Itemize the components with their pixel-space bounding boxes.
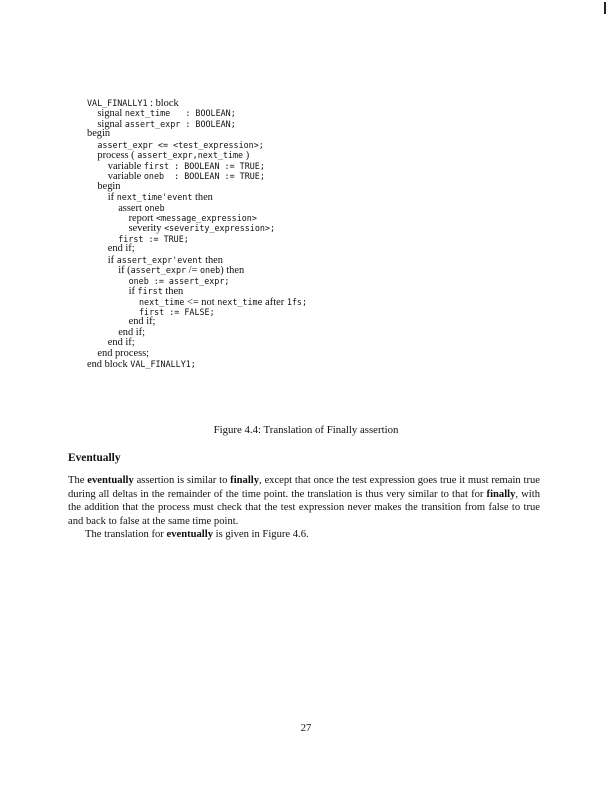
code-line xyxy=(97,119,235,130)
code-token-keyword: end if; xyxy=(128,316,156,328)
code-token-identifier: first : BOOLEAN := TRUE; xyxy=(143,160,265,171)
code-token-keyword: report xyxy=(128,212,157,224)
code-token-keyword: ) then xyxy=(220,265,245,277)
code-token-identifier: next_time'event xyxy=(116,192,193,203)
paragraph-eventually-description: The eventually assertion is similar to finally, except that once the test expression goes true it must remain true during all deltas in the remainder of the time point. the translation is thus very similar to that for finally, with the addition that the process must check that the test expression never makes the transition from false to true and back to false at the same time point. xyxy=(68,475,540,527)
code-token-keyword: begin xyxy=(87,128,111,140)
code-token-identifier: next_time xyxy=(139,296,185,307)
code-token-keyword: if xyxy=(107,192,117,204)
code-token-keyword: variable xyxy=(107,160,144,172)
code-token-identifier: first xyxy=(137,286,163,297)
code-token-identifier: assert_expr'event xyxy=(116,254,203,265)
code-token-keyword: then xyxy=(192,192,213,204)
code-token-keyword: if xyxy=(107,254,117,266)
code-token-keyword: variable xyxy=(107,171,144,183)
code-token-identifier: oneb xyxy=(200,265,221,276)
code-token-identifier: assert_expr,next_time xyxy=(137,150,244,161)
code-token-keyword: assert xyxy=(118,202,145,214)
code-token-identifier: oneb : BOOLEAN := TRUE; xyxy=(143,171,265,182)
code-token-keyword: ) xyxy=(243,150,250,162)
code-line xyxy=(97,182,120,192)
code-token-identifier: VAL_FINALLY1 xyxy=(87,98,148,108)
code-line xyxy=(108,244,135,254)
code-line xyxy=(97,349,149,359)
code-token-identifier: next_time xyxy=(217,296,263,307)
code-token-identifier: assert_expr : BOOLEAN; xyxy=(124,118,236,129)
code-token-keyword: begin xyxy=(97,180,121,192)
code-token-keyword: <= not xyxy=(184,296,218,308)
code-token-keyword: if xyxy=(128,286,138,298)
code-token-keyword: process ( xyxy=(97,150,138,162)
code-token-identifier: <severity_expression>; xyxy=(164,223,276,234)
code-token-keyword: end block xyxy=(87,359,131,371)
code-token-identifier: <message_expression> xyxy=(156,212,257,223)
paragraph-translation-reference: The translation for eventually is given in Figure 4.6. xyxy=(85,529,309,540)
code-token-keyword: after xyxy=(262,296,287,308)
code-token-keyword: then xyxy=(202,254,223,266)
figure-caption: Figure 4.4: Translation of Finally assertion xyxy=(213,424,399,436)
code-token-identifier: VAL_FINALLY1; xyxy=(130,359,196,370)
code-token-identifier: 1fs; xyxy=(286,296,307,307)
code-token-keyword: signal xyxy=(97,108,125,120)
code-token-keyword: end process; xyxy=(97,347,150,359)
code-token-identifier: first := TRUE; xyxy=(118,233,189,244)
code-line xyxy=(87,359,196,370)
code-token-keyword: severity xyxy=(128,223,165,235)
code-token-identifier: assert_expr xyxy=(130,265,187,276)
code-token-keyword: /= xyxy=(186,265,201,277)
code-token-identifier: first := FALSE; xyxy=(139,307,215,317)
code-token-keyword: then xyxy=(162,286,184,298)
page-number: 27 xyxy=(300,722,312,734)
section-heading: Eventually xyxy=(68,452,121,464)
code-token-keyword: : block xyxy=(147,98,179,109)
code-token-identifier: oneb xyxy=(144,202,165,213)
page-edge-mark xyxy=(604,2,606,14)
code-line xyxy=(108,171,265,182)
code-token-keyword: end if; xyxy=(118,326,146,338)
code-token-identifier: assert_expr <= <test_expression>; xyxy=(97,139,264,150)
code-token-identifier: next_time : BOOLEAN; xyxy=(124,108,236,119)
code-token-keyword: end if; xyxy=(107,337,135,349)
code-token-keyword: end if; xyxy=(107,243,135,255)
code-line xyxy=(87,129,110,139)
code-token-keyword: signal xyxy=(97,118,125,130)
code-token-keyword: if ( xyxy=(118,265,131,277)
code-token-identifier: oneb := assert_expr; xyxy=(128,275,230,286)
